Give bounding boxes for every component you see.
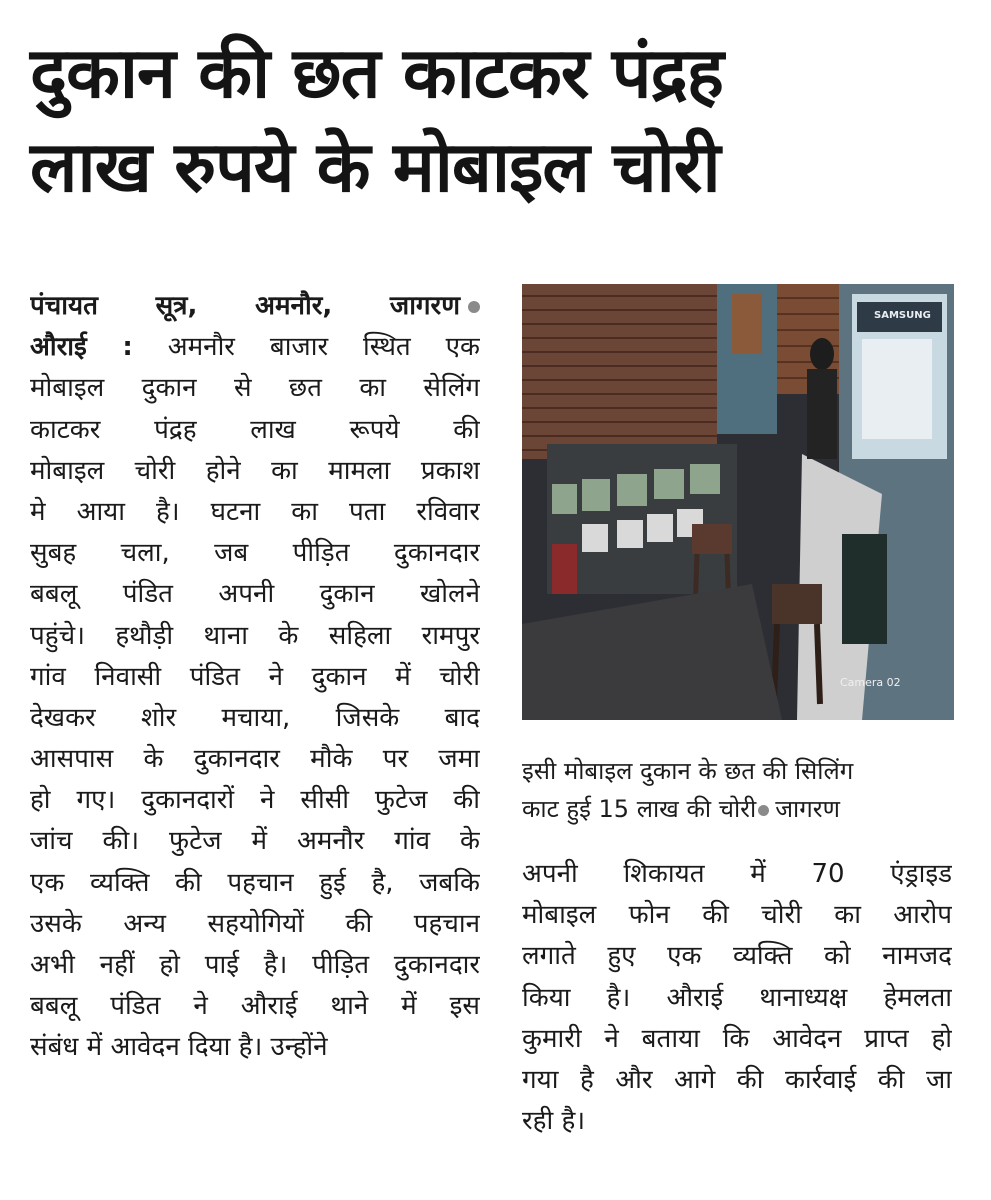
body-text: मोबाइल दुकान से छत का सेलिंग <box>30 373 480 404</box>
body-text: उसके अन्य सहयोगियों की पहचान <box>30 908 480 939</box>
body-line <box>522 978 952 1019</box>
body-text: अभी नहीं हो पाई है। पीड़ित दुकानदार <box>30 950 480 980</box>
body-line <box>522 895 952 936</box>
caption-line-2 <box>522 790 954 828</box>
dateline-place: औराई : <box>30 332 133 363</box>
body-text: हो गए। दुकानदारों ने सीसी फुटेज की <box>30 785 480 816</box>
cctv-image <box>522 284 954 720</box>
article-right-column <box>522 854 952 1142</box>
body-line <box>30 1027 480 1068</box>
body-line <box>522 1060 952 1101</box>
body-line <box>522 1019 952 1060</box>
body-text: मे आया है। घटना का पता रविवार <box>30 496 480 527</box>
body-text: बबलू पंडित ने औराई थाने में इस <box>30 991 480 1022</box>
dateline <box>30 286 480 327</box>
bullet-icon <box>468 301 480 313</box>
body-line <box>522 936 952 977</box>
body-line <box>30 368 480 409</box>
body-text: किया है। औराई थानाध्यक्ष हेमलता <box>522 982 952 1013</box>
body-text: आसपास के दुकानदार मौके पर जमा <box>30 744 480 775</box>
headline-line-1: दुकान की छत काटकर पंद्रह <box>30 32 723 114</box>
body-text: अमनौर बाजार स्थित एक <box>167 332 480 363</box>
body-text: मोबाइल चोरी होने का मामला प्रकाश <box>30 455 480 486</box>
dateline-source: पंचायत सूत्र, अमनौर, जागरण <box>30 291 460 321</box>
bullet-icon <box>758 805 769 816</box>
body-line <box>522 854 952 895</box>
body-line <box>30 863 480 904</box>
body-text: काटकर पंद्रह लाख रूपये की <box>30 414 480 445</box>
brand-sign: SAMSUNG <box>874 310 931 321</box>
body-text: मोबाइल फोन की चोरी का आरोप <box>522 900 952 931</box>
body-text: देखकर शोर मचाया, जिसके बाद <box>30 702 480 733</box>
caption-text: काट हुई 15 लाख की चोरी <box>522 795 757 823</box>
body-line <box>30 904 480 945</box>
article-left-column <box>30 286 480 1069</box>
headline <box>30 26 960 214</box>
body-text: बबलू पंडित अपनी दुकान खोलने <box>30 579 480 610</box>
body-line <box>30 492 480 533</box>
body-line <box>30 451 480 492</box>
body-line <box>30 574 480 615</box>
body-line <box>30 533 480 574</box>
body-line <box>30 327 480 368</box>
caption-credit: जागरण <box>775 795 840 823</box>
body-text: अपनी शिकायत में 70 एंड्राइड <box>522 859 952 889</box>
body-line <box>522 1101 952 1142</box>
body-text: सुबह चला, जब पीड़ित दुकानदार <box>30 538 480 569</box>
body-text: गया है और आगे की कार्रवाई की जा <box>522 1064 952 1095</box>
body-text: लगाते हुए एक व्यक्ति को नामजद <box>522 941 952 972</box>
body-line <box>30 945 480 986</box>
body-line <box>30 657 480 698</box>
body-text: पहुंचे। हथौड़ी थाना के सहिला रामपुर <box>30 620 480 651</box>
body-line <box>30 739 480 780</box>
cctv-photo <box>522 284 954 720</box>
body-line <box>30 698 480 739</box>
body-text: संबंध में आवेदन दिया है। उन्होंने <box>30 1032 328 1063</box>
caption-line-1: इसी मोबाइल दुकान के छत की सिलिंग <box>522 757 854 785</box>
body-text: जांच की। फुटेज में अमनौर गांव के <box>30 826 480 857</box>
body-line <box>30 616 480 657</box>
body-text: कुमारी ने बताया कि आवेदन प्राप्त हो <box>522 1023 952 1054</box>
photo-caption <box>522 752 954 828</box>
camera-label: Camera 02 <box>840 676 901 689</box>
body-text: एक व्यक्ति की पहचान हुई है, जबकि <box>30 867 480 898</box>
body-line <box>30 410 480 451</box>
body-text: रही है। <box>522 1106 586 1137</box>
body-line <box>30 821 480 862</box>
body-line <box>30 780 480 821</box>
body-text: गांव निवासी पंडित ने दुकान में चोरी <box>30 661 480 692</box>
body-line <box>30 986 480 1027</box>
headline-line-2: लाख रुपये के मोबाइल चोरी <box>30 126 720 208</box>
